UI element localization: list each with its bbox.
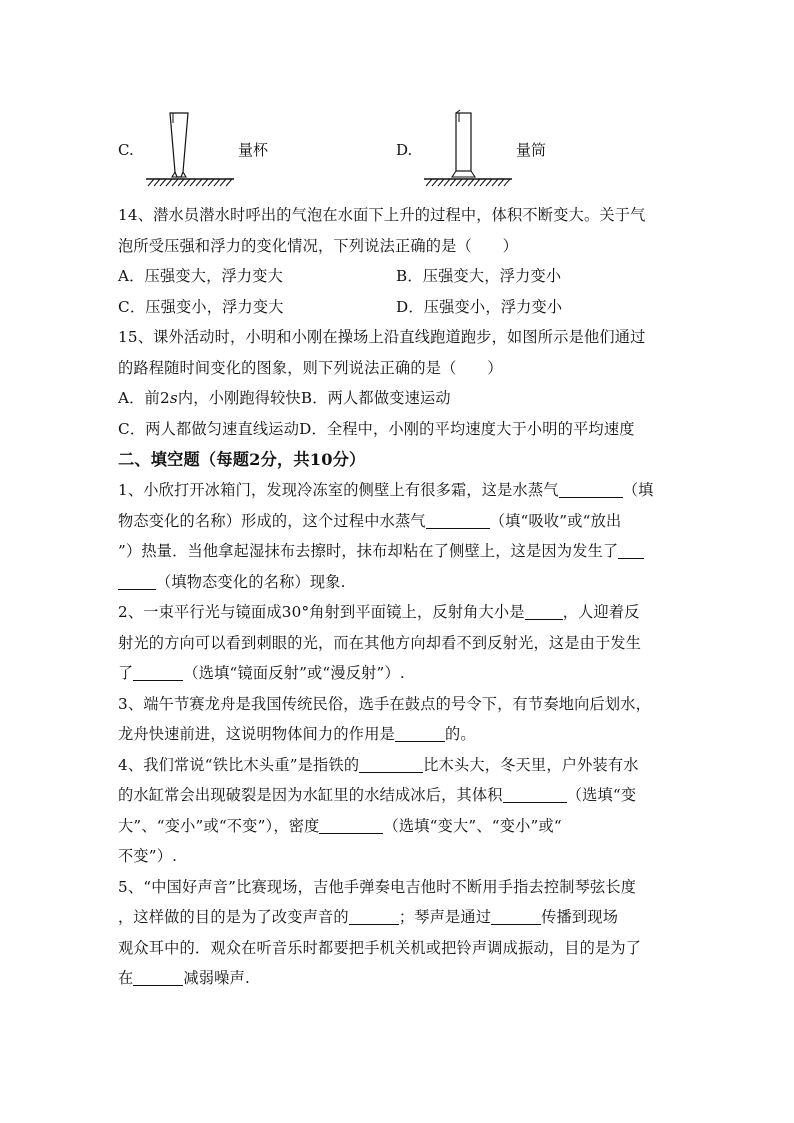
q14-line-2: 泡所受压强和浮力的变化情况，下列说法正确的是（ ） xyxy=(118,236,519,255)
fill-4-text: （选填“变大”、“变小”或“ xyxy=(383,816,562,835)
fill-3-blank-1[interactable] xyxy=(395,724,445,742)
measuring-cup-figure xyxy=(140,110,240,190)
graduated-cylinder-figure xyxy=(420,110,520,190)
fill-2-text: 了 xyxy=(118,664,134,682)
fill-2-line-3 xyxy=(118,658,678,689)
fill-1-text: ”）热量．当他拿起湿抹布去擦时，抹布却粘在了侧壁上，这是因为发生了 xyxy=(118,542,619,560)
fill-3-line-2 xyxy=(118,719,678,750)
fill-4-blank-2[interactable] xyxy=(503,785,567,803)
fill-5-line-4 xyxy=(118,963,678,994)
fill-1-text: （填物态变化的名称）现象. xyxy=(156,572,346,591)
fill-3-line-1: 3、端午节赛龙舟是我国传统民俗，选手在鼓点的号令下，有节奏地向后划水， xyxy=(118,694,652,713)
fill-1-line-4 xyxy=(118,567,678,598)
fill-2-text: ，人迎着反 xyxy=(562,603,640,621)
fill-1-blank-1[interactable] xyxy=(559,480,623,498)
q14-option-b[interactable]: B．压强变大，浮力变小 xyxy=(396,267,562,285)
fill-4-blank-1[interactable] xyxy=(359,755,423,773)
fill-1-blank-2[interactable] xyxy=(426,511,490,529)
q14-options-row-2 xyxy=(118,292,678,323)
q14-option-a[interactable]: A．压强变大，浮力变大 xyxy=(118,267,284,285)
fill-4-line-2 xyxy=(118,780,678,811)
q15-option-a-unit: s xyxy=(169,389,178,407)
fill-4-text: 大”、“变小”或“不变”），密度 xyxy=(118,816,320,835)
fill-4-text: 比木头大，冬天里，户外装有水 xyxy=(423,755,639,774)
option-d-label: D. xyxy=(396,141,413,159)
fill-5-text: ，这样做的目的是为了改变声音的 xyxy=(118,908,349,926)
fill-4-blank-3[interactable] xyxy=(319,816,383,834)
question-body xyxy=(118,200,678,994)
q15-option-a-rest: 内，小刚跑得较快B．两人都做变速运动 xyxy=(177,389,451,407)
q14-option-c[interactable]: C．压强变小，浮力变大 xyxy=(118,297,284,316)
fill-4-text: （选填“变 xyxy=(566,786,637,804)
section-2-title: 二、填空题（每题2分，共10分） xyxy=(118,450,366,469)
q15-option-a-prefix: A．前2 xyxy=(118,389,170,407)
q14-options-row-1 xyxy=(118,261,678,292)
fill-4-line-3 xyxy=(118,811,678,842)
fill-1-text: 物态变化的名称）形成的，这个过程中水蒸气 xyxy=(118,511,426,530)
fill-4-line-4: 不变”）. xyxy=(118,847,178,865)
q15-line-2: 的路程随时间变化的图象，则下列说法正确的是（ ） xyxy=(118,358,503,377)
fill-5-line-2 xyxy=(118,902,678,933)
fill-5-blank-3[interactable] xyxy=(133,968,183,986)
fill-2-line-1 xyxy=(118,597,678,628)
fill-1-text: 1、小欣打开冰箱门，发现冷冻室的侧壁上有很多霜，这是水蒸气 xyxy=(118,481,559,499)
fill-4-line-1 xyxy=(118,750,678,781)
fill-3-text: 龙舟快速前进，这说明物体间力的作用是 xyxy=(118,725,395,743)
fill-1-line-3 xyxy=(118,536,678,567)
fill-4-text: 的水缸常会出现破裂是因为水缸里的水结成冰后，其体积 xyxy=(118,786,503,804)
fill-1-text: （填“吸收”或“放出 xyxy=(489,511,622,530)
q14-option-d[interactable]: D．压强变小，浮力变小 xyxy=(396,297,563,316)
fill-1-line-2 xyxy=(118,506,678,537)
fill-1-text: （填 xyxy=(622,481,654,499)
fill-2-text: （选填“镜面反射”或“漫反射”）. xyxy=(183,664,405,682)
q14-line-1: 14、潜水员潜水时呼出的气泡在水面下上升的过程中，体积不断变大。关于气 xyxy=(118,206,646,224)
fill-2-line-2: 射光的方向可以看到刺眼的光，而在其他方向却看不到反射光，这是由于发生 xyxy=(118,633,642,652)
fill-5-text: ；琴声是通过 xyxy=(398,908,492,926)
fill-5-text: 传播到现场 xyxy=(541,908,619,926)
fill-5-blank-1[interactable] xyxy=(349,907,399,925)
option-c-label: C. xyxy=(118,141,134,159)
fill-5-text: 减弱噪声. xyxy=(183,969,250,987)
graduated-cylinder-caption: 量筒 xyxy=(516,141,547,159)
fill-5-blank-2[interactable] xyxy=(491,907,541,925)
fill-5-line-1: 5、“中国好声音”比赛现场，吉他手弹奏电吉他时不断用手指去控制琴弦长度 xyxy=(118,877,637,896)
fill-1-line-1 xyxy=(118,475,678,506)
measuring-cup-caption: 量杯 xyxy=(238,141,269,159)
fill-2-blank-1[interactable] xyxy=(525,602,563,620)
fill-1-blank-3a[interactable] xyxy=(618,541,644,559)
fill-5-text: 在 xyxy=(118,969,134,987)
q15-options-cd[interactable]: C．两人都做匀速直线运动D．全程中，小刚的平均速度大于小明的平均速度 xyxy=(118,419,635,438)
q15-line-1: 15、课外活动时，小明和小刚在操场上沿直线跑道跑步，如图所示是他们通过 xyxy=(118,328,646,346)
fill-4-text: 4、我们常说“铁比木头重”是指铁的 xyxy=(118,755,360,774)
q15-options-ab[interactable] xyxy=(118,383,678,414)
fill-2-text: 2、一束平行光与镜面成30°角射到平面镜上，反射角大小是 xyxy=(118,603,525,621)
fill-3-text: 的。 xyxy=(444,725,476,743)
fill-2-blank-2[interactable] xyxy=(133,663,183,681)
fill-5-line-3: 观众耳中的．观众在听音乐时都要把手机关机或把铃声调成振动，目的是为了 xyxy=(118,938,642,957)
fill-1-blank-3b[interactable] xyxy=(118,572,156,590)
